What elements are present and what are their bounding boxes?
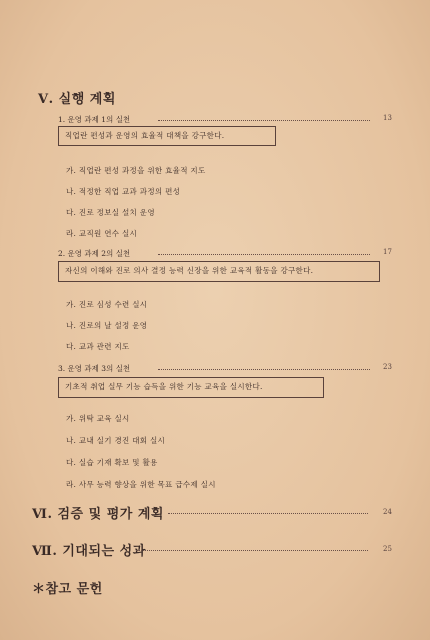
task-1-page: 13 (383, 114, 392, 122)
toc-leader (136, 550, 368, 551)
task-1-goal-box: 직업란 편성과 운영의 효율적 대책을 강구한다. (58, 126, 276, 146)
task-2-item: 다. 교과 관련 지도 (66, 342, 130, 351)
task-1-item: 나. 적정한 직업 교과 과정의 편성 (66, 187, 181, 196)
task-2-item: 나. 진로의 날 설정 운영 (66, 321, 148, 330)
task-3-goal-box: 기초적 취업 실무 기능 습득을 위한 기능 교육을 실시한다. (58, 377, 324, 398)
task-3-label: 3. 운영 과제 3의 실천 (58, 364, 131, 373)
toc-leader (168, 513, 368, 514)
section-6-page: 24 (383, 508, 392, 516)
toc-leader (158, 120, 370, 121)
task-1-label: 1. 운영 과제 1의 실천 (58, 115, 131, 124)
section-title-5: Ⅴ. 실행 계획 (38, 92, 116, 107)
task-2-item: 가. 진로 심성 수련 실시 (66, 300, 148, 309)
task-3-item: 가. 위탁 교육 실시 (66, 414, 130, 423)
section-title-6: Ⅵ. 검증 및 평가 계획 (32, 507, 164, 522)
section-7-page: 25 (383, 545, 392, 553)
task-2-page: 17 (383, 248, 392, 256)
section-title-7: Ⅶ. 기대되는 성과 (32, 544, 146, 559)
references-title: ＊참고 문헌 (32, 582, 103, 597)
task-3-item: 다. 실습 기재 확보 및 활용 (66, 458, 158, 467)
task-3-item: 나. 교내 실기 경진 대회 실시 (66, 436, 166, 445)
toc-leader (158, 369, 370, 370)
task-3-item: 라. 사무 능력 향상을 위한 목표 급수제 실시 (66, 480, 216, 489)
task-1-item: 다. 진로 정보실 설치 운영 (66, 208, 155, 217)
toc-leader (158, 254, 370, 255)
task-2-goal-box: 자신의 이해와 진로 의사 결정 능력 신장을 위한 교육적 활동을 강구한다. (58, 261, 380, 282)
task-3-page: 23 (383, 363, 392, 371)
task-1-item: 라. 교직원 연수 실시 (66, 229, 138, 238)
task-2-label: 2. 운영 과제 2의 실천 (58, 249, 131, 258)
task-1-item: 가. 직업란 편성 과정을 위한 효율적 지도 (66, 166, 206, 175)
